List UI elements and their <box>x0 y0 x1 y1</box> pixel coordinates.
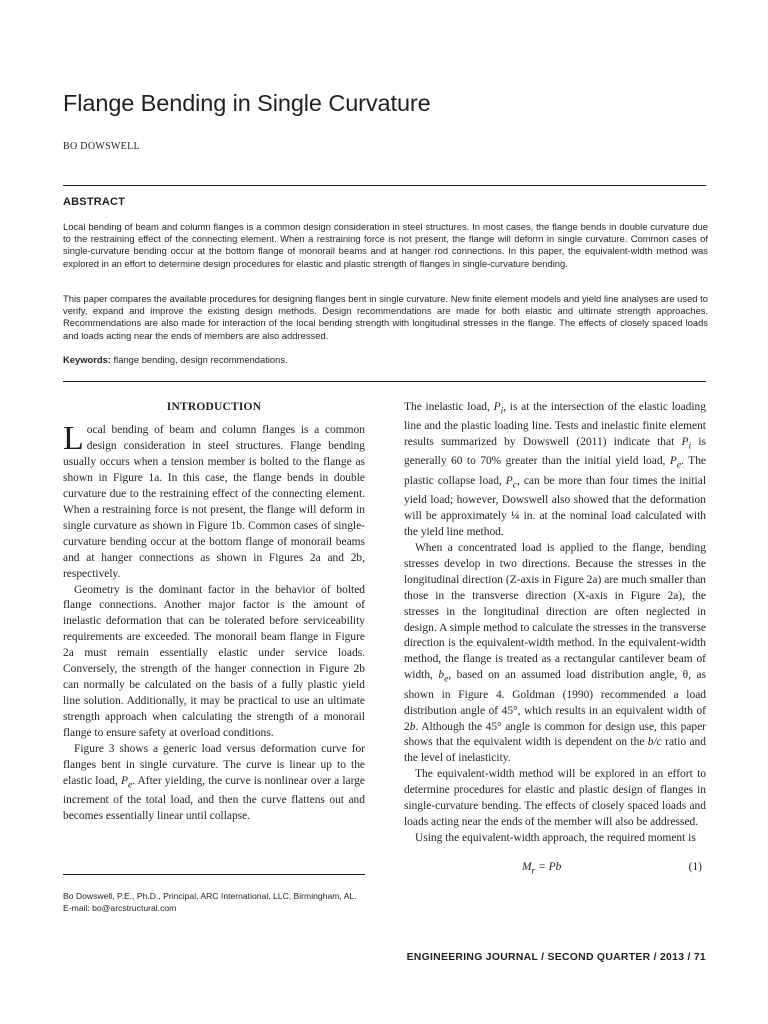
right-paragraph-4: Using the equivalent-width approach, the required moment is <box>415 832 696 845</box>
symbol-pi: $P_i$ <box>681 436 692 452</box>
abstract-paragraph-2: This paper compares the available procedures for designing flanges bent in single curvature. New finite element models and yield line analyses are used to verify, expand and improve the existing design methods. Design recommendations are made for both elastic and ultimate strength approaches. Recommendations are also made for interaction of the local bending strength with longitudinal stresses in the flange. The effects of closely spaced loads and loads acting near the ends of members are also addressed. <box>63 293 708 341</box>
right-paragraph-2: When a concentrated load is applied to the flange, bending stresses develop in two directions. Because the stresses in the longitudinal direction (Z-axis in Figure 2a) are much smaller than those in the transverse direction (X-axis in Figure 2a), the stresses in the longitudinal direction are often neglected in design. A simple method to calculate the stresses in the transverse direction is the equivalent-width method. In the equivalent-width method, the flange is treated as a rectangular cantilever beam of width, $b_e$, based on an assumed load distribution angle, θ, as shown in Figure 4. Goldman (1990) recommended a load distribution angle of 45°, which results in an equivalent width of 2b. Although the 45° angle is common for design use, this paper shows that the equivalent width is dependent on the b/c ratio and the level of inelasticity. <box>404 541 706 765</box>
divider-top <box>63 185 706 186</box>
equation-number: (1) <box>688 861 702 874</box>
symbol-pc: $P_c$ <box>505 474 518 490</box>
abstract-heading: ABSTRACT <box>63 196 126 208</box>
paper-title: Flange Bending in Single Curvature <box>63 90 431 116</box>
abstract-paragraph-1: Local bending of beam and column flanges is a common design consideration in steel structures. In most cases, the flange bends in double curvature due to the restraining effect of the connecting element. When a restraining force is not present, the flange will deform in single curvature. Common cases of single-curvature bending occur at the bottom flange of monorail beams and at hanger rod connections. In this paper, the equivalent-width method was explored in an effort to determine design procedures for elastic and plastic strength of flanges in single-curvature bending. <box>63 221 708 269</box>
right-paragraph-1: The inelastic load, $P_i$, is at the intersection of the elastic loading line and the plastic loading line. Tests and inelastic finite element results summarized by Dowswell (2011) indicate that $P_i$ is generally 60 to 70% greater than the initial yield load, $P_e$. The plastic collapse load, $P_c$, can be more than four times the initial yield load; however, Dowswell also showed that the deformation will be approximately ¼ in. at the nominal load calculated with the yield line method. <box>404 401 706 538</box>
divider-middle <box>63 381 706 382</box>
right-paragraph-3: The equivalent-width method will be explored in an effort to determine procedures for elastic and plastic design of flanges in single-curvature bending. The effects of closely spaced loads and loads acting near the ends of the member will also be addressed. <box>404 768 706 829</box>
symbol-pe: $P_e$ <box>669 455 682 471</box>
symbol-b: b <box>409 720 416 733</box>
author-name: BO DOWSWELL <box>63 141 140 152</box>
keywords <box>63 354 708 366</box>
keywords-text: flange bending, design recommendations. <box>110 354 288 365</box>
author-footnote <box>63 890 373 914</box>
equation-body: $M_r = Pb$ <box>522 861 562 877</box>
intro-paragraph-1 <box>63 420 365 583</box>
equation-1 <box>404 860 706 876</box>
intro-p3-text-b: . After yielding, the curve is nonlinear over a large increment of the total load, and then the curve flattens out and becomes essentially linear until collapse. <box>63 774 366 823</box>
intro-paragraph-1-text: ocal bending of beam and column flanges is a common design consideration in steel structures. Flange bending usually occurs when a tension member is bolted to the flange as shown in Figure 1a. In this case, the flange bends in double curvature due to the restraining effect of the connecting element. When a restraining force is not present, the flange will deform in single curvature as shown in Figure 1b. Common cases of single-curvature bending occur at the bottom flange of monorail beams and at hanger connections as shown in Figures 2a and 2b, respectively. <box>63 424 365 580</box>
symbol-be: $b_e$ <box>438 669 449 685</box>
body-column-left <box>63 399 365 825</box>
drop-cap: L <box>63 420 84 457</box>
intro-p3-text-a: Figure 3 shows a generic load versus deformation curve for flanges bent in single curvature. The curve is linear up to the elastic load, <box>63 743 365 787</box>
symbol-bc: b/c <box>647 736 662 749</box>
body-column-right <box>404 400 706 876</box>
intro-paragraph-3 <box>63 742 365 825</box>
page-footer: ENGINEERING JOURNAL / SECOND QUARTER / 2013 / 71 <box>406 952 706 963</box>
intro-paragraph-2: Geometry is the dominant factor in the behavior of bolted flange connections. Another major factor is the amount of inelastic deformation that can be tolerated before serviceability requirements are exceeded. The monorail beam flange in Figure 2a must remain essentially elastic under service loads. Conversely, the strength of the hanger connection in Figure 2b can normally be calculated on the basis of a fully plastic yield line solution. Additionally, it may be practical to use an ultimate strength approach when calculating the strength of a monorail flange to ensure safety at overload conditions. <box>63 583 365 740</box>
footnote-divider <box>63 874 365 875</box>
symbol-pe: $P_e$ <box>120 774 133 791</box>
symbol-pi: $P_i$ <box>493 401 504 417</box>
footnote-email: E-mail: bo@arcstructural.com <box>63 903 177 913</box>
keywords-label: Keywords: <box>63 354 111 365</box>
footnote-affiliation: Bo Dowswell, P.E., Ph.D., Principal, ARC International, LLC, Birmingham, AL. <box>63 891 357 901</box>
section-heading-introduction: INTRODUCTION <box>166 401 262 413</box>
